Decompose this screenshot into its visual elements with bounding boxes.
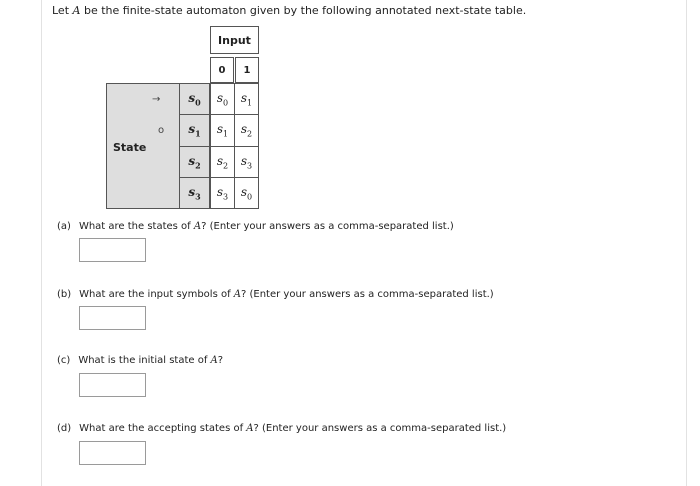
next-state-s3-on-0: $s_3$ (210, 177, 235, 209)
state-cell-s3: $s_3$ (179, 177, 210, 209)
state-cell-s0: $s_0$ (179, 83, 210, 115)
next-state-s2-on-1: $s_3$ (234, 146, 259, 178)
next-state-s1-on-1: $s_2$ (234, 114, 259, 147)
question-a: (a) What are the states of A? (Enter your answers as a comma-separated list.) (57, 221, 454, 232)
right-divider (686, 0, 687, 486)
next-state-s0-on-1: $s_1$ (234, 83, 259, 115)
input-header: Input (210, 26, 259, 54)
answer-d-input[interactable] (79, 441, 146, 465)
answer-c-input[interactable] (79, 373, 146, 397)
state-cell-s2: $s_2$ (179, 146, 210, 178)
question-c: (c) What is the initial state of A? (57, 355, 224, 366)
next-state-s1-on-0: $s_1$ (210, 114, 235, 147)
accept-state-circle-icon: o (158, 125, 165, 136)
problem-statement: Let A be the finite-state automaton given by the following annotated next-state table. (52, 4, 527, 17)
input-symbol-0: 0 (210, 57, 234, 83)
start-state-arrow-icon: → (152, 94, 161, 105)
next-state-s3-on-1: $s_0$ (234, 177, 259, 209)
state-label: State (113, 141, 147, 154)
question-d: (d) What are the accepting states of A? (Enter your answers as a comma-separated list.) (57, 423, 507, 434)
next-state-s0-on-0: $s_0$ (210, 83, 235, 115)
question-b: (b) What are the input symbols of A? (Enter your answers as a comma-separated list.) (57, 289, 494, 300)
next-state-s2-on-0: $s_2$ (210, 146, 235, 178)
answer-b-input[interactable] (79, 306, 146, 330)
input-symbol-1: 1 (235, 57, 259, 83)
answer-a-input[interactable] (79, 238, 146, 262)
left-divider (41, 0, 42, 486)
state-cell-s1: $s_1$ (179, 114, 210, 147)
